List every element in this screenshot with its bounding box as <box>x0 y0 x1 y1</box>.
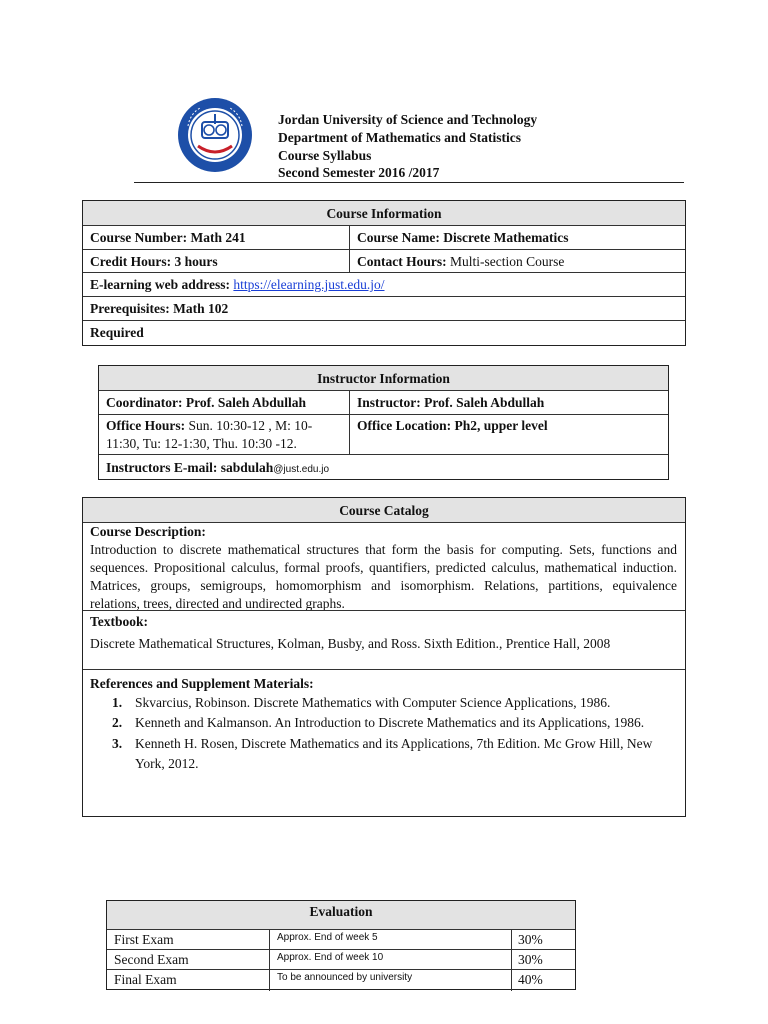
instructor-info-title: Instructor Information <box>99 366 668 390</box>
eval-item: First Exam <box>114 932 174 947</box>
description-text: Introduction to discrete mathematical structures that form the basis for computing. Sets, functions and sequences. Propositional calculus, formal proofs, quantifiers, predicted calculus, mathematical induction. Matrices, groups, semigroups, homomorphism and isomorphism. Relations, partitions, equivalence relations, trees, directed and undirected graphs. <box>90 542 677 611</box>
reference-text: Kenneth and Kalmanson. An Introduction to Discrete Mathematics and its Applications, 1986. <box>135 714 645 730</box>
coordinator: Coordinator: Prof. Saleh Abdullah <box>106 395 307 410</box>
prerequisites: Prerequisites: Math 102 <box>90 301 229 316</box>
university-logo <box>176 96 254 174</box>
contact-hours-label: Contact Hours: <box>357 254 447 269</box>
reference-item <box>90 734 675 774</box>
course-name: Course Name: Discrete Mathematics <box>357 230 569 245</box>
reference-item <box>90 714 675 733</box>
semester: Second Semester 2016 /2017 <box>278 165 440 181</box>
reference-text: Kenneth H. Rosen, Discrete Mathematics and its Applications, 7th Edition. Mc Grow Hill, New York, 2012. <box>135 736 653 771</box>
instructor-info-table <box>98 365 669 480</box>
eval-when: Approx. End of week 10 <box>277 952 384 963</box>
eval-item: Final Exam <box>114 972 177 987</box>
email-domain: @just.edu.jo <box>273 464 330 475</box>
instructor-email <box>99 455 668 479</box>
reference-number: 3. <box>112 736 123 751</box>
eval-weight: 40% <box>518 972 543 987</box>
course-info-title: Course Information <box>83 201 685 225</box>
reference-item <box>90 694 675 713</box>
document-type: Course Syllabus <box>278 147 372 163</box>
required-label: Required <box>90 325 144 340</box>
email-label: Instructors E-mail: sabdulah <box>106 460 274 475</box>
department-name: Department of Mathematics and Statistics <box>278 129 521 145</box>
evaluation-title: Evaluation <box>107 901 575 929</box>
course-info-table <box>82 200 686 346</box>
header-divider <box>134 182 684 183</box>
course-catalog-table <box>82 497 686 817</box>
evaluation-table <box>106 900 576 990</box>
contact-hours <box>350 250 680 273</box>
office-hours-label: Office Hours: <box>106 418 186 433</box>
textbook-label: Textbook: <box>90 614 149 629</box>
office-hours-line2: 11:30, Tu: 12-1:30, Thu. 10:30 -12. <box>106 436 297 451</box>
reference-number: 2. <box>112 714 123 730</box>
instructor: Instructor: Prof. Saleh Abdullah <box>357 395 545 410</box>
catalog-title: Course Catalog <box>83 498 685 522</box>
textbook-text: Discrete Mathematical Structures, Kolman, Busby, and Ross. Sixth Edition., Prentice Hall, 2008 <box>90 636 611 651</box>
office-location: Office Location: Ph2, upper level <box>357 418 548 433</box>
elearning-link[interactable]: https://elearning.just.edu.jo/ <box>233 277 385 292</box>
header-block <box>278 111 537 182</box>
eval-when: Approx. End of week 5 <box>277 932 378 943</box>
office-hours <box>99 415 349 455</box>
eval-item: Second Exam <box>114 952 189 967</box>
contact-hours-value: Multi-section Course <box>446 254 565 269</box>
references-label: References and Supplement Materials: <box>90 676 314 691</box>
reference-text: Skvarcius, Robinson. Discrete Mathematics with Computer Science Applications, 1986. <box>135 695 611 710</box>
elearning-row <box>83 273 685 296</box>
course-number: Course Number: Math 241 <box>90 230 246 245</box>
elearning-label: E-learning web address: <box>90 277 231 292</box>
description-label: Course Description: <box>90 524 206 539</box>
reference-number: 1. <box>112 695 123 710</box>
university-name: Jordan University of Science and Technology <box>278 112 538 127</box>
eval-when: To be announced by university <box>277 972 413 983</box>
eval-weight: 30% <box>518 932 543 947</box>
credit-hours: Credit Hours: 3 hours <box>90 254 218 269</box>
eval-weight: 30% <box>518 952 543 967</box>
office-hours-line1: Sun. 10:30-12 , M: 10- <box>185 418 313 433</box>
references-list <box>90 694 675 775</box>
